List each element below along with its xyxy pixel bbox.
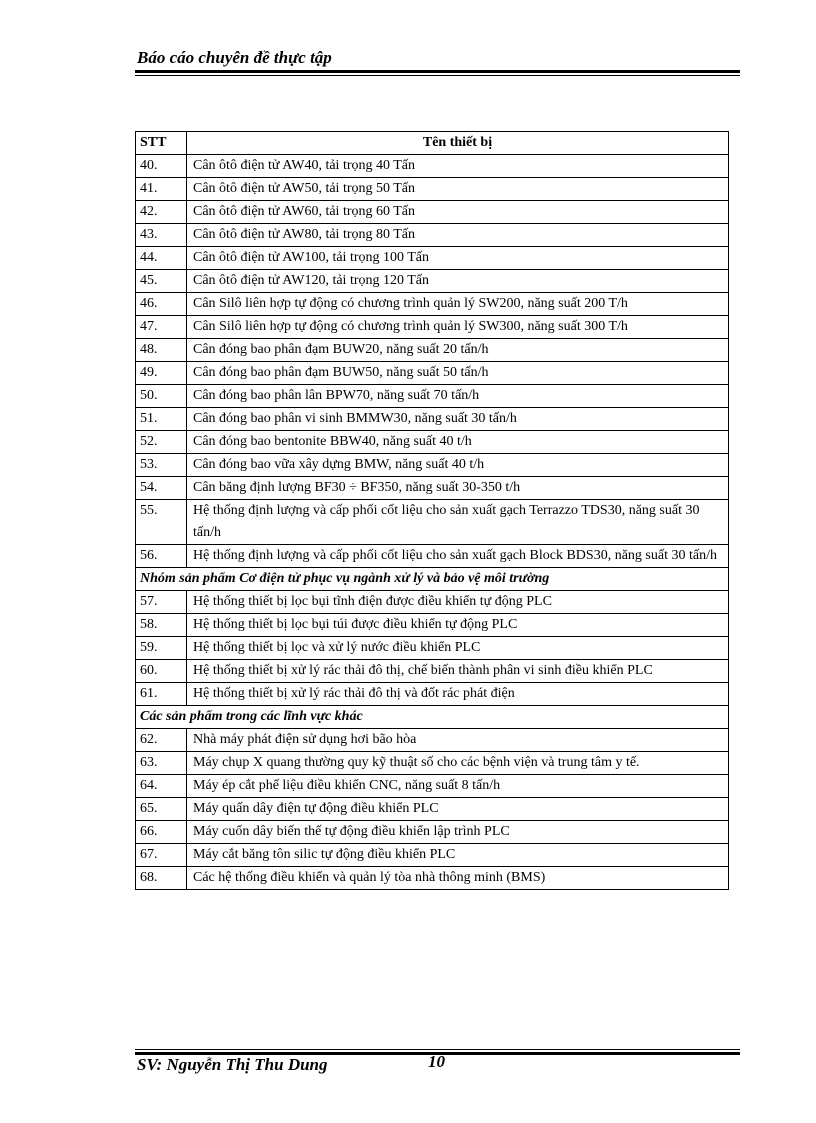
row-number: 54. bbox=[136, 477, 187, 500]
row-number: 42. bbox=[136, 201, 187, 224]
table-row bbox=[136, 729, 729, 752]
equipment-name: Hệ thống thiết bị xử lý rác thải đô thị, chế biến thành phân vi sinh điều khiển PLC bbox=[187, 660, 729, 683]
equipment-name: Hệ thống thiết bị xử lý rác thải đô thị và đốt rác phát điện bbox=[187, 683, 729, 706]
row-number: 52. bbox=[136, 431, 187, 454]
group-title: Nhóm sản phẩm Cơ điện tử phục vụ ngành xử lý và bảo vệ môi trường bbox=[136, 568, 729, 591]
row-number: 64. bbox=[136, 775, 187, 798]
group-title: Các sản phẩm trong các lĩnh vực khác bbox=[136, 706, 729, 729]
table-row bbox=[136, 316, 729, 339]
table-row bbox=[136, 798, 729, 821]
equipment-name: Hệ thống thiết bị lọc bụi túi được điều khiển tự động PLC bbox=[187, 614, 729, 637]
row-number: 49. bbox=[136, 362, 187, 385]
header-divider bbox=[135, 70, 740, 73]
table-row bbox=[136, 224, 729, 247]
row-number: 62. bbox=[136, 729, 187, 752]
equipment-name: Cân đóng bao phân vi sinh BMMW30, năng suất 30 tấn/h bbox=[187, 408, 729, 431]
equipment-name: Nhà máy phát điện sử dụng hơi bão hòa bbox=[187, 729, 729, 752]
table-row bbox=[136, 821, 729, 844]
row-number: 59. bbox=[136, 637, 187, 660]
row-number: 57. bbox=[136, 591, 187, 614]
equipment-name: Các hệ thống điều khiển và quản lý tòa nhà thông minh (BMS) bbox=[187, 867, 729, 890]
table-row bbox=[136, 591, 729, 614]
row-number: 51. bbox=[136, 408, 187, 431]
row-number: 44. bbox=[136, 247, 187, 270]
table-row bbox=[136, 660, 729, 683]
equipment-name: Máy ép cắt phế liệu điều khiển CNC, năng suất 8 tấn/h bbox=[187, 775, 729, 798]
row-number: 46. bbox=[136, 293, 187, 316]
table-row bbox=[136, 408, 729, 431]
student-name: SV: Nguyễn Thị Thu Dung bbox=[137, 1055, 328, 1074]
table-row bbox=[136, 637, 729, 660]
table-row bbox=[136, 339, 729, 362]
column-header-stt: STT bbox=[136, 132, 187, 155]
group-header-row bbox=[136, 568, 729, 591]
table-row bbox=[136, 500, 729, 545]
row-number: 55. bbox=[136, 500, 187, 545]
report-title: Báo cáo chuyên đề thực tập bbox=[137, 48, 332, 67]
row-number: 67. bbox=[136, 844, 187, 867]
table-row bbox=[136, 775, 729, 798]
equipment-name: Cân đóng bao phân đạm BUW50, năng suất 50 tấn/h bbox=[187, 362, 729, 385]
row-number: 68. bbox=[136, 867, 187, 890]
equipment-name: Máy cuốn dây biến thế tự động điều khiển lập trình PLC bbox=[187, 821, 729, 844]
row-number: 47. bbox=[136, 316, 187, 339]
equipment-name: Cân ôtô điện tử AW80, tải trọng 80 Tấn bbox=[187, 224, 729, 247]
row-number: 43. bbox=[136, 224, 187, 247]
equipment-name: Cân đóng bao phân lân BPW70, năng suất 70 tấn/h bbox=[187, 385, 729, 408]
page-number: 10 bbox=[428, 1052, 445, 1071]
column-header-name: Tên thiết bị bbox=[187, 132, 729, 155]
equipment-name: Cân đóng bao bentonite BBW40, năng suất 40 t/h bbox=[187, 431, 729, 454]
table-row bbox=[136, 385, 729, 408]
row-number: 66. bbox=[136, 821, 187, 844]
table-header-row bbox=[136, 132, 729, 155]
row-number: 50. bbox=[136, 385, 187, 408]
equipment-name: Cân ôtô điện tử AW50, tải trọng 50 Tấn bbox=[187, 178, 729, 201]
row-number: 45. bbox=[136, 270, 187, 293]
equipment-name: Cân đóng bao phân đạm BUW20, năng suất 20 tấn/h bbox=[187, 339, 729, 362]
equipment-name: Cân ôtô điện tử AW40, tải trọng 40 Tấn bbox=[187, 155, 729, 178]
equipment-name: Máy quấn dây điện tự động điều khiển PLC bbox=[187, 798, 729, 821]
table-row bbox=[136, 454, 729, 477]
table-row bbox=[136, 477, 729, 500]
row-number: 41. bbox=[136, 178, 187, 201]
table-row bbox=[136, 247, 729, 270]
table-row bbox=[136, 362, 729, 385]
equipment-name: Hệ thống định lượng và cấp phối cốt liệu cho sản xuất gạch Block BDS30, năng suất 30 tấn/h bbox=[187, 545, 729, 568]
equipment-name: Cân ôtô điện tử AW100, tải trọng 100 Tấn bbox=[187, 247, 729, 270]
equipment-name: Cân Silô liên hợp tự động có chương trình quản lý SW300, năng suất 300 T/h bbox=[187, 316, 729, 339]
equipment-name: Hệ thống thiết bị lọc và xử lý nước điều khiển PLC bbox=[187, 637, 729, 660]
row-number: 63. bbox=[136, 752, 187, 775]
row-number: 58. bbox=[136, 614, 187, 637]
table-row bbox=[136, 155, 729, 178]
footer-divider bbox=[135, 1049, 740, 1050]
table-row bbox=[136, 178, 729, 201]
row-number: 53. bbox=[136, 454, 187, 477]
equipment-name: Hệ thống thiết bị lọc bụi tĩnh điện được điều khiển tự động PLC bbox=[187, 591, 729, 614]
table-row bbox=[136, 752, 729, 775]
equipment-name: Hệ thống định lượng và cấp phối cốt liệu cho sản xuất gạch Terrazzo TDS30, năng suất 30 tấn/h bbox=[187, 500, 729, 545]
equipment-table bbox=[135, 131, 729, 890]
equipment-name: Cân ôtô điện tử AW60, tải trọng 60 Tấn bbox=[187, 201, 729, 224]
equipment-name: Cân đóng bao vữa xây dựng BMW, năng suất 40 t/h bbox=[187, 454, 729, 477]
row-number: 40. bbox=[136, 155, 187, 178]
equipment-name: Máy cắt băng tôn silic tự động điều khiển PLC bbox=[187, 844, 729, 867]
equipment-name: Cân ôtô điện tử AW120, tải trọng 120 Tấn bbox=[187, 270, 729, 293]
equipment-name: Cân Silô liên hợp tự động có chương trình quản lý SW200, năng suất 200 T/h bbox=[187, 293, 729, 316]
row-number: 56. bbox=[136, 545, 187, 568]
table-row bbox=[136, 270, 729, 293]
table-row bbox=[136, 844, 729, 867]
table-row bbox=[136, 293, 729, 316]
table-row bbox=[136, 431, 729, 454]
equipment-name: Cân băng định lượng BF30 ÷ BF350, năng suất 30-350 t/h bbox=[187, 477, 729, 500]
table-row bbox=[136, 614, 729, 637]
equipment-name: Máy chụp X quang thường quy kỹ thuật số cho các bệnh viện và trung tâm y tế. bbox=[187, 752, 729, 775]
table-row bbox=[136, 683, 729, 706]
row-number: 61. bbox=[136, 683, 187, 706]
table-row bbox=[136, 867, 729, 890]
row-number: 65. bbox=[136, 798, 187, 821]
table-body bbox=[136, 155, 729, 890]
row-number: 48. bbox=[136, 339, 187, 362]
table-row bbox=[136, 201, 729, 224]
table-row bbox=[136, 545, 729, 568]
row-number: 60. bbox=[136, 660, 187, 683]
group-header-row bbox=[136, 706, 729, 729]
